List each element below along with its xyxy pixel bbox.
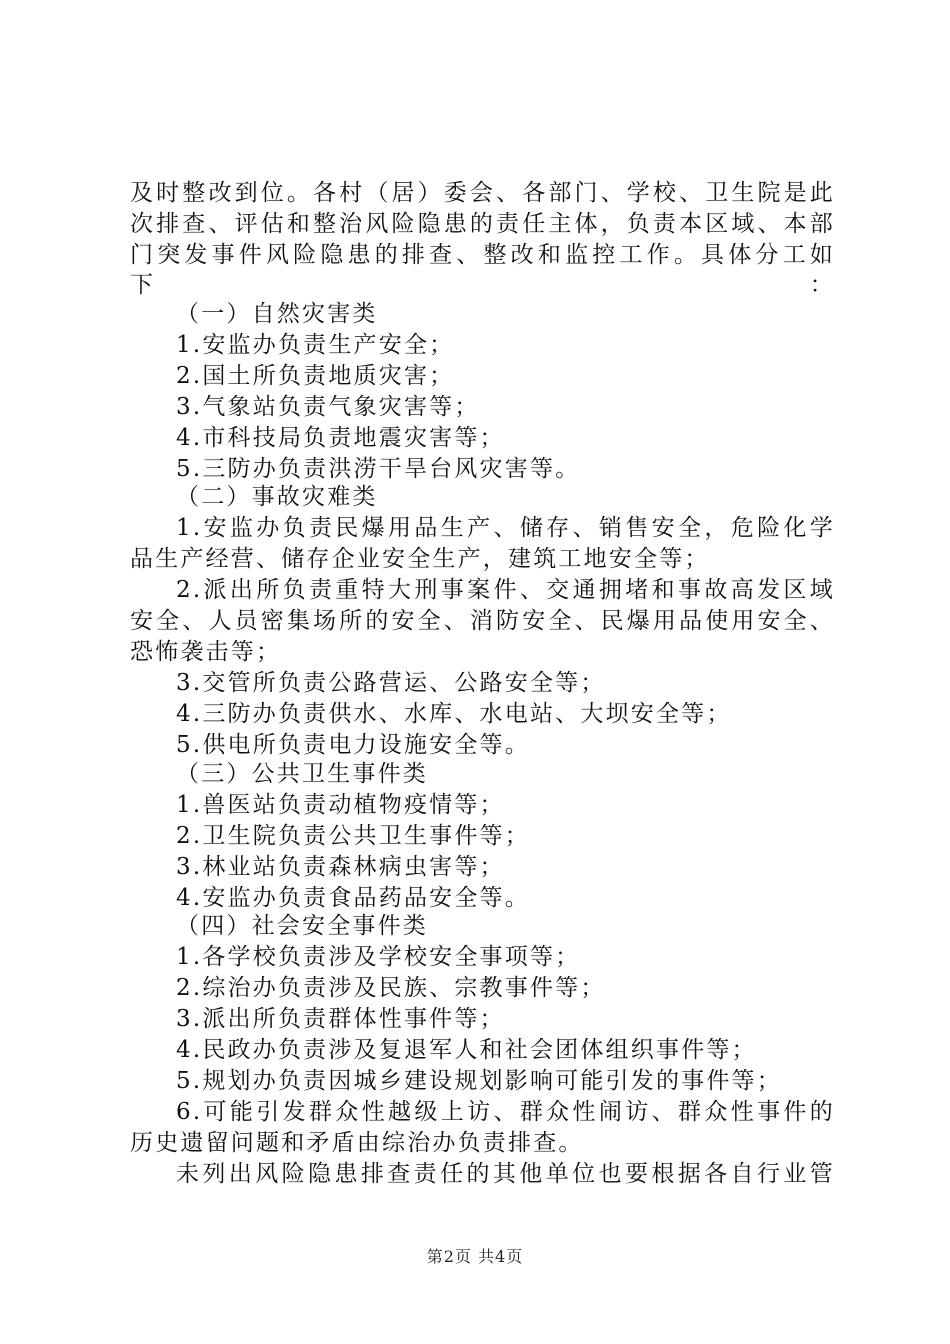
list-item: 4.市科技局负责地震灾害等； <box>176 425 505 451</box>
list-item: 2.国土所负责地质灾害； <box>176 363 455 389</box>
list-item: 4.三防办负责供水、水库、水电站、大坝安全等； <box>176 701 732 727</box>
list-item: 1.安监办负责生产安全； <box>176 332 455 358</box>
list-item: 4.安监办负责食品药品安全等。 <box>176 885 530 911</box>
list-item: 3.林业站负责森林病虫害等； <box>176 854 505 880</box>
list-item: 1.兽医站负责动植物疫情等； <box>176 792 505 818</box>
section-heading: （四）社会安全事件类 <box>176 913 428 939</box>
list-item: 4.民政办负责涉及复退军人和社会团体组织事件等； <box>176 1037 757 1063</box>
list-item: 2.综治办负责涉及民族、宗教事件等； <box>176 975 606 1001</box>
list-item: 2.派出所负责重特大刑事案件、交通拥堵和事故高发区域 <box>176 577 835 603</box>
list-item-continuation: 历史遗留问题和矛盾由综治办负责排查。 <box>130 1130 584 1156</box>
section-heading: （三）公共卫生事件类 <box>176 761 428 787</box>
list-item: 1.安监办负责民爆用品生产、储存、销售安全，危险化学 <box>176 515 835 541</box>
text-line: 次排查、评估和整治风险隐患的责任主体，负责本区域、本部 <box>130 211 835 237</box>
list-item: 3.派出所负责群体性事件等； <box>176 1006 505 1032</box>
text-line: 门突发事件风险隐患的排查、整改和监控工作。具体分工如下： <box>130 242 835 298</box>
list-item: 3.气象站负责气象灾害等； <box>176 394 480 420</box>
list-item: 5.规划办负责因城乡建设规划影响可能引发的事件等； <box>176 1068 782 1094</box>
list-item-continuation: 安全、人员密集场所的安全、消防安全、民爆用品使用安全、 <box>130 608 835 634</box>
list-item: 3.交管所负责公路营运、公路安全等； <box>176 670 606 696</box>
page-footer: 第2页 共4页 <box>426 1247 524 1266</box>
list-item: 5.供电所负责电力设施安全等。 <box>176 732 530 758</box>
section-heading: （一）自然灾害类 <box>176 301 378 327</box>
paragraph-line: 未列出风险隐患排查责任的其他单位也要根据各自行业管 <box>176 1161 835 1187</box>
list-item: 6.可能引发群众性越级上访、群众性闹访、群众性事件的 <box>176 1099 835 1125</box>
list-item: 5.三防办负责洪涝干旱台风灾害等。 <box>176 456 581 482</box>
list-item-continuation: 品生产经营、储存企业安全生产，建筑工地安全等； <box>130 546 710 572</box>
list-item: 2.卫生院负责公共卫生事件等； <box>176 823 530 849</box>
list-item: 1.各学校负责涉及学校安全事项等； <box>176 944 581 970</box>
text-line: 及时整改到位。各村（居）委会、各部门、学校、卫生院是此 <box>130 180 835 206</box>
list-item-continuation: 恐怖袭击等； <box>130 639 282 665</box>
section-heading: （二）事故灾难类 <box>176 484 378 510</box>
